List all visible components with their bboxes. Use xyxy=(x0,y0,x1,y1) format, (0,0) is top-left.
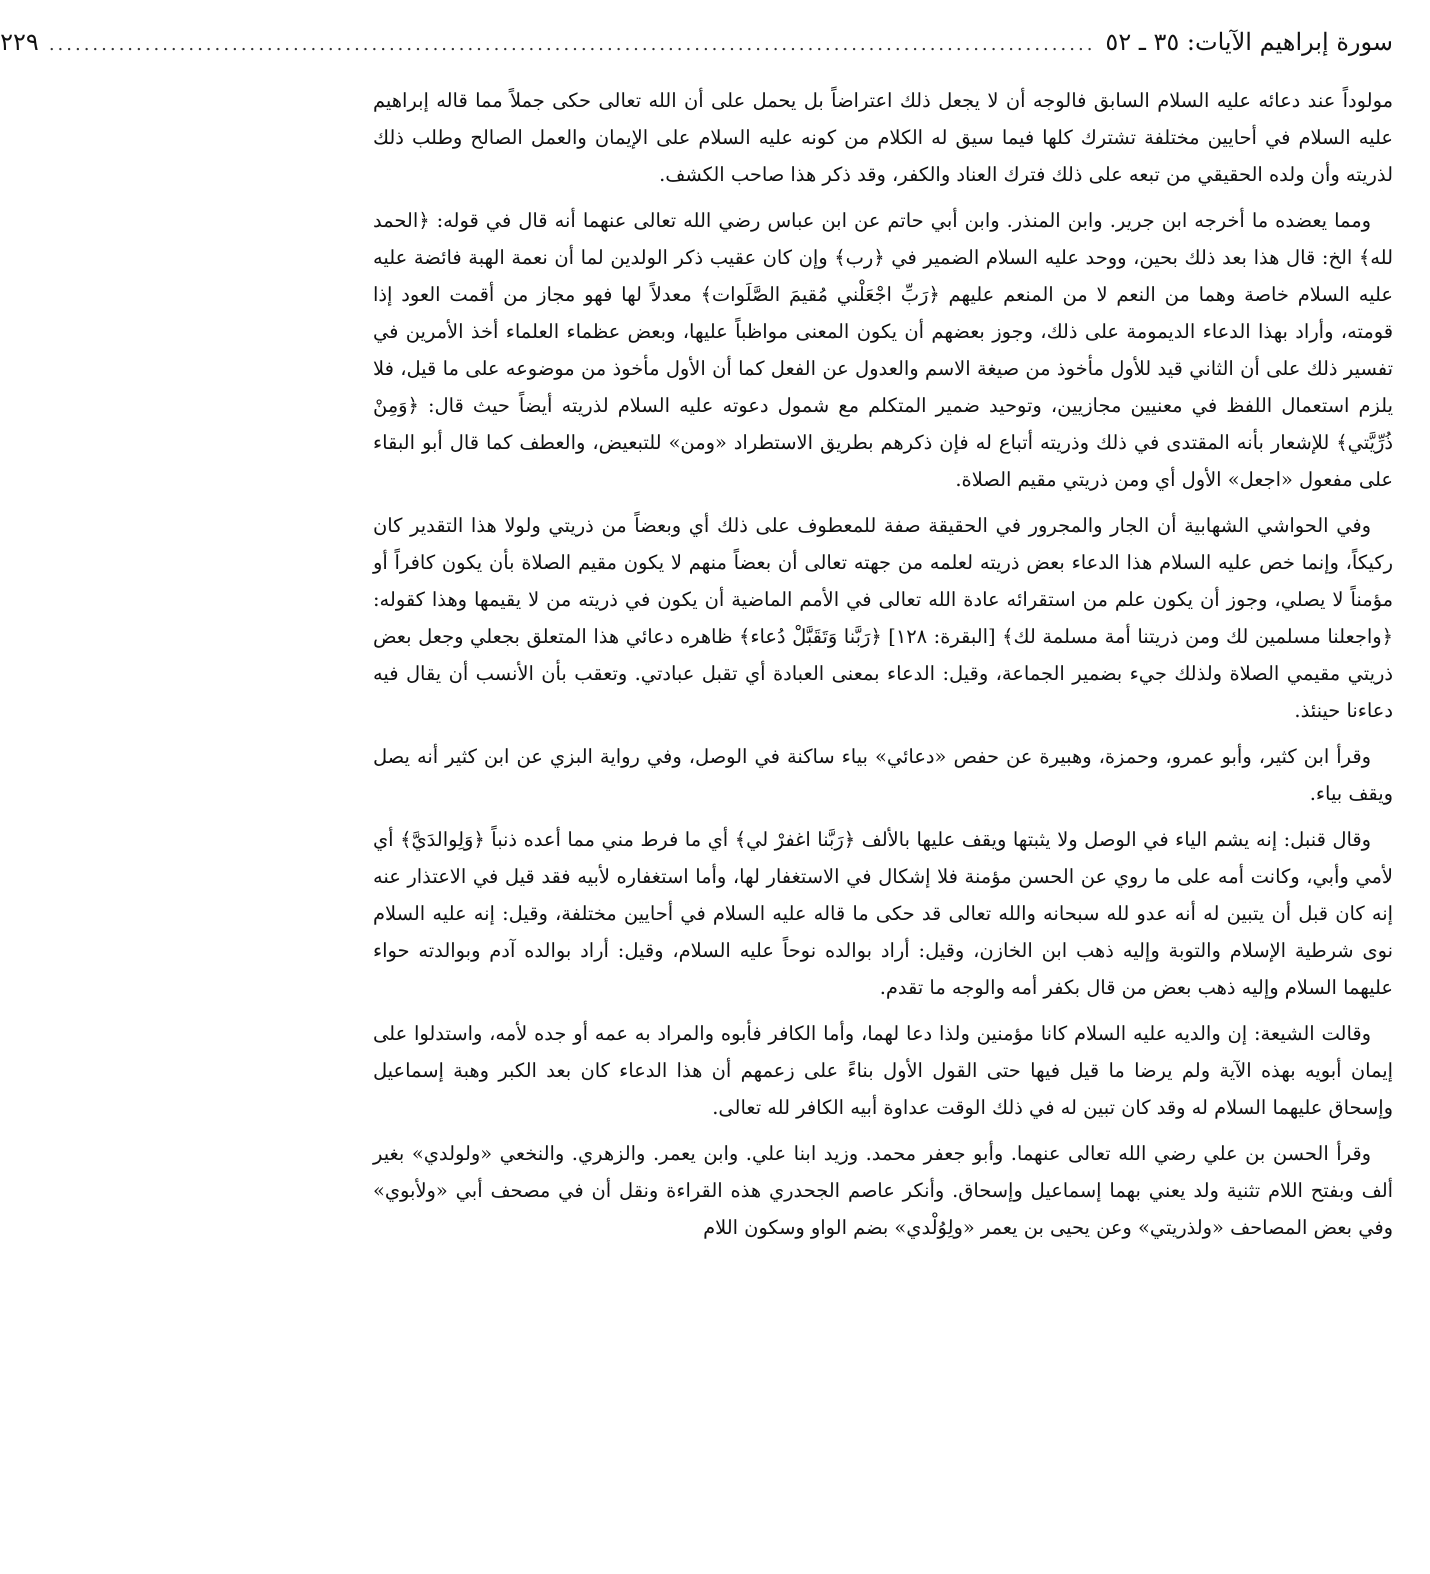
page-header xyxy=(0,28,1393,72)
paragraph: ومما يعضده ما أخرجه ابن جرير. وابن المنذر. وابن أبي حاتم عن ابن عباس رضي الله تعالى عنهما أنه قال في قوله: ﴿الحمد لله﴾ الخ: قال هذا بعد ذلك بحين، ووحد عليه السلام الضمير في ﴿رب﴾ وإن كان عقيب ذكر الولدين لما أن نعمة الهبة فائضة عليه عليه السلام خاصة وهما من النعم لا من المنعم عليهم ﴿رَبِّ اجْعَلْني مُقيمَ الصَّلَوات﴾ معدلاً لها فهو مجاز من أقمت العود إذا قومته، وأراد بهذا الدعاء الديمومة على ذلك، وجوز بعضهم أن يكون المعنى مواظباً عليها، وبعض عظماء العلماء أخذ الأمرين في تفسير ذلك على أن الثاني قيد للأول مأخوذ من صيغة الاسم والعدول عن الفعل كما أن الأول مأخوذ من موضوعه على ما قيل، فلا يلزم استعمال اللفظ في معنيين مجازيين، وتوحيد ضمير المتكلم مع شمول دعوته عليه السلام لذريته أيضاً حيث قال: ﴿وَمِنْ ذُرِّيَّتي﴾ للإشعار بأنه المقتدى في ذلك وذريته أتباع له فإن ذكرهم بطريق الاستطراد «ومن» للتبعيض، والعطف كما قال أبو البقاء على مفعول «اجعل» الأول أي ومن ذريتي مقيم الصلاة. xyxy=(373,209,1394,491)
paragraph: وقال قنبل: إنه يشم الياء في الوصل ولا يثبتها ويقف عليها بالألف ﴿رَبَّنا اغفرْ لي﴾ أي ما فرط مني مما أعده ذنباً ﴿وَلِوالدَيَّ﴾ أي لأمي وأبي، وكانت أمه على ما روي عن الحسن مؤمنة فلا إشكال في الاستغفار لها، وأما استغفاره لأبيه فقد قيل في الاعتذار عنه إنه كان قبل أن يتبين له أنه عدو لله سبحانه والله تعالى قد حكى ما قاله عليه السلام في أحايين مختلفة، وقيل: إنه عليه السلام نوى شرطية الإسلام والتوبة وإليه ذهب ابن الخازن، وقيل: أراد بوالده نوحاً عليه السلام، وقيل: أراد بوالده آدم وبوالدته حواء عليهما السلام وإليه ذهب بعض من قال بكفر أمه والوجه ما تقدم. xyxy=(373,828,1393,999)
paragraph: وقالت الشيعة: إن والديه عليه السلام كانا مؤمنين ولذا دعا لهما، وأما الكافر فأبوه والمراد به عمه أو جده لأمه، واستدلوا على إيمان أبويه بهذه الآية ولم يرضا ما قيل فيها حتى القول الأول بناءً على زعمهم أن هذا الدعاء كان بعد الكبر وهبة إسماعيل وإسحاق عليهما السلام له وقد كان تبين له في ذلك الوقت عداوة أبيه الكافر لله تعالى. xyxy=(373,1022,1393,1119)
dotted-leader: ........................................................................................................................ xyxy=(48,34,1096,55)
paragraph: مولوداً عند دعائه عليه السلام السابق فالوجه أن لا يجعل ذلك اعتراضاً بل يحمل على أن الله تعالى حكى جملاً مما قاله إبراهيم عليه السلام في أحايين مختلفة تشترك كلها فيما سيق له الكلام من كونه عليه السلام على الإيمان والعمل الصالح وطلب ذلك لذريته وأن ولده الحقيقي من تبعه على ذلك فترك العناد والكفر، وقد ذكر هذا صاحب الكشف. xyxy=(373,89,1393,186)
paragraph: وقرأ الحسن بن علي رضي الله تعالى عنهما. وأبو جعفر محمد. وزيد ابنا علي. وابن يعمر. والزهري. والنخعي «ولولدي» بغير ألف وبفتح اللام تثنية ولد يعني بهما إسماعيل وإسحاق. وأنكر عاصم الجحدري هذه القراءة ونقل أن في مصحف أبي «ولأبوي» وفي بعض المصاحف «ولذريتي» وعن يحيى بن يعمر «ولِوُلْدي» بضم الواو وسكون اللام xyxy=(373,1142,1393,1239)
page-body xyxy=(373,82,1393,1246)
page-number: ٢٢٩ xyxy=(0,28,39,56)
paragraph: وقرأ ابن كثير، وأبو عمرو، وحمزة، وهبيرة عن حفص «دعائي» بياء ساكنة في الوصل، وفي رواية البزي عن ابن كثير أنه يصل ويقف بياء. xyxy=(373,745,1393,805)
running-title: سورة إبراهيم الآيات: ٣٥ ـ ٥٢ xyxy=(1105,28,1393,56)
book-page xyxy=(0,28,1394,1558)
paragraph: وفي الحواشي الشهابية أن الجار والمجرور في الحقيقة صفة للمعطوف على ذلك أي وبعضاً من ذريتي ولولا هذا التقدير كان ركيكاً، وإنما خص عليه السلام هذا الدعاء بعض ذريته لعلمه من جهته تعالى أن بعضاً منهم لا يكون مقيم الصلاة بأن يكون كافراً أو مؤمناً لا يصلي، وجوز أن يكون علم من استقرائه عادة الله تعالى في الأمم الماضية أن يكون في ذريته من لا يقيمها وهذا كقوله: ﴿واجعلنا مسلمين لك ومن ذريتنا أمة مسلمة لك﴾ [البقرة: ١٢٨] ﴿رَبَّنا وَتَقَبَّلْ دُعاء﴾ ظاهره دعائي هذا المتعلق بجعلي وجعل بعض ذريتي مقيمي الصلاة ولذلك جيء بضمير الجماعة، وقيل: الدعاء بمعنى العبادة أي تقبل عبادتي. وتعقب بأن الأنسب أن يقال فيه دعاءنا حينئذ. xyxy=(373,514,1393,722)
